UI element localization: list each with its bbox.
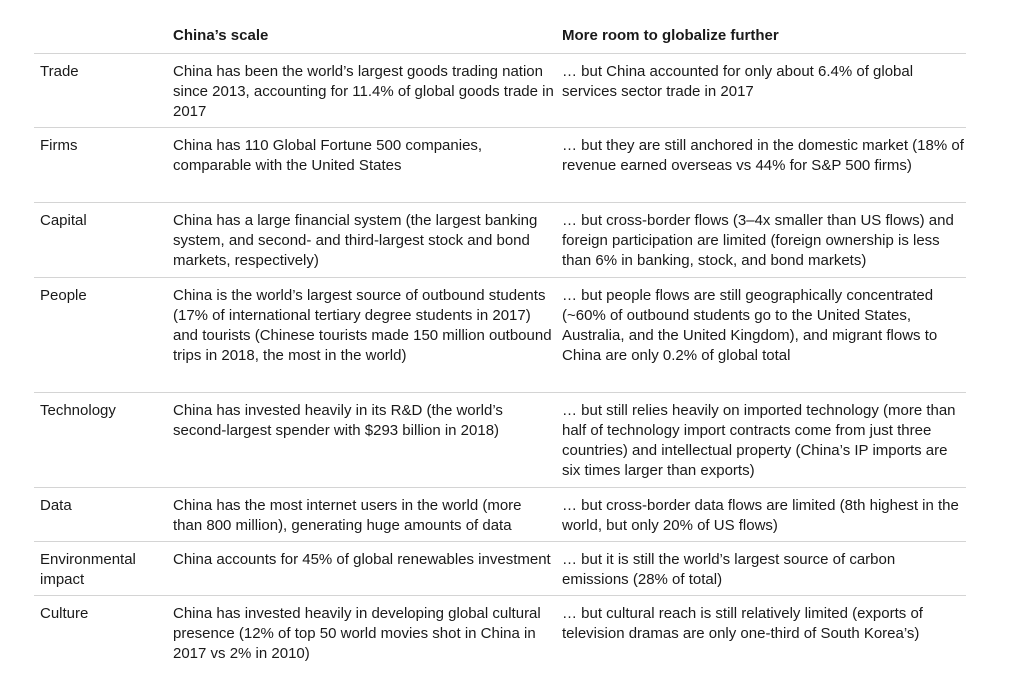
table-row-environmental-impact: [34, 542, 966, 596]
row-label: People: [40, 287, 87, 304]
header-chinas-scale: China’s scale: [173, 27, 269, 44]
row-room-text: … but it is still the world’s largest source of carbon emissions (28% of total): [562, 551, 896, 588]
row-room-text: … but China accounted for only about 6.4% of global services sector trade in 2017: [562, 63, 914, 100]
row-label: Culture: [40, 605, 89, 622]
table-row-people: [34, 278, 966, 393]
header-room-to-globalize: More room to globalize further: [562, 27, 779, 44]
row-label: Firms: [40, 137, 78, 154]
row-scale-text: China has 110 Global Fortune 500 companies, comparable with the United States: [173, 137, 483, 174]
row-room-text: … but people flows are still geographically concentrated (~60% of outbound students go to the United States, Australia, and the United Kingdom), and migrant flows to China are only 0.2% of global total: [562, 287, 938, 364]
row-scale-text: China has a large financial system (the largest banking system, and second- and third-largest stock and bond markets, respectively): [173, 212, 538, 269]
row-label: Capital: [40, 212, 87, 229]
table-row-technology: [34, 393, 966, 488]
row-scale-text: China accounts for 45% of global renewables investment: [173, 551, 551, 568]
table-row-trade: [34, 54, 966, 128]
row-label: Data: [40, 497, 72, 514]
row-label: Environmental impact: [40, 551, 136, 588]
row-room-text: … but cross-border flows (3–4x smaller than US flows) and foreign participation are limited (foreign ownership is less than 6% in banking, stock, and bond markets): [562, 212, 954, 269]
row-scale-text: China has the most internet users in the world (more than 800 million), generating huge amounts of data: [173, 497, 522, 534]
row-scale-text: China has been the world’s largest goods trading nation since 2013, accounting for 11.4% of global goods trade in 2017: [173, 63, 554, 120]
row-scale-text: China has invested heavily in its R&D (the world’s second-largest spender with $293 billion in 2018): [173, 402, 503, 439]
row-room-text: … but still relies heavily on imported technology (more than half of technology import contracts come from just three countries) and intellectual property (China’s IP imports are six times larger than exports): [562, 402, 956, 479]
row-room-text: … but they are still anchored in the domestic market (18% of revenue earned overseas vs 44% for S&P 500 firms): [562, 137, 964, 174]
row-label: Technology: [40, 402, 116, 419]
header-dimension: [34, 0, 173, 26]
table-row-culture: [34, 596, 966, 676]
table-row-capital: [34, 203, 966, 278]
row-room-text: … but cross-border data flows are limited (8th highest in the world, but only 20% of US flows): [562, 497, 959, 534]
row-label: Trade: [40, 63, 79, 80]
table-header-row: [34, 0, 966, 54]
table-row-data: [34, 488, 966, 542]
row-scale-text: China has invested heavily in developing global cultural presence (12% of top 50 world movies shot in China in 2017 vs 2% in 2010): [173, 605, 541, 662]
row-room-text: … but cultural reach is still relatively limited (exports of television dramas are only one-third of South Korea’s): [562, 605, 923, 642]
table-row-firms: [34, 128, 966, 203]
comparison-table: [34, 0, 966, 676]
row-scale-text: China is the world’s largest source of outbound students (17% of international tertiary degree students in 2017) and tourists (Chinese tourists made 150 million outbound trips in 2018, the most in the world): [173, 287, 552, 364]
